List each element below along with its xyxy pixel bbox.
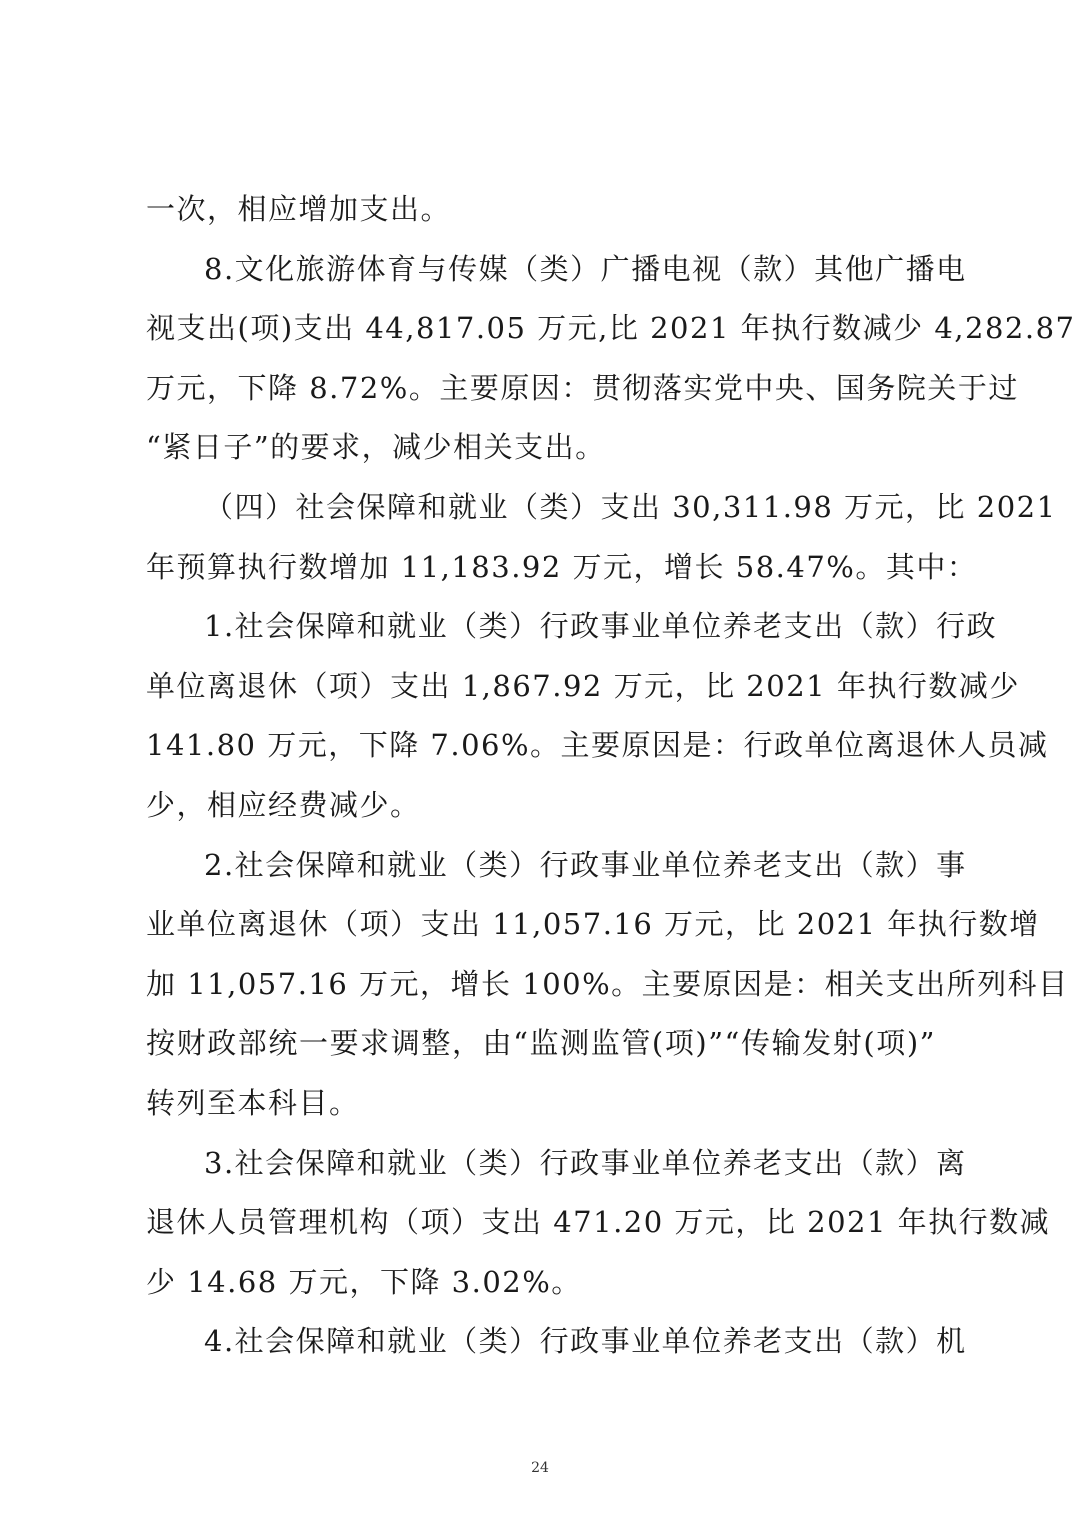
- text-line: 加 11,057.16 万元，增长 100%。主要原因是：相关支出所列科目: [146, 966, 1069, 1001]
- text-line: 4.社会保障和就业（类）行政事业单位养老支出（款）机: [204, 1324, 967, 1359]
- text-line: 退休人员管理机构（项）支出 471.20 万元，比 2021 年执行数减: [146, 1205, 1051, 1240]
- text-line: 业单位离退休（项）支出 11,057.16 万元，比 2021 年执行数增: [146, 907, 1040, 942]
- text-line: 万元，下降 8.72%。主要原因：贯彻落实党中央、国务院关于过: [146, 370, 1019, 405]
- text-line: 141.80 万元，下降 7.06%。主要原因是：行政单位离退休人员减: [146, 728, 1049, 763]
- text-line: （四）社会保障和就业（类）支出 30,311.98 万元，比 2021: [204, 489, 1057, 524]
- text-line: 1.社会保障和就业（类）行政事业单位养老支出（款）行政: [204, 609, 998, 644]
- text-line: 2.社会保障和就业（类）行政事业单位养老支出（款）事: [204, 847, 967, 882]
- text-line: 视支出(项)支出 44,817.05 万元,比 2021 年执行数减少 4,282.87: [146, 311, 1076, 346]
- text-line: 一次，相应增加支出。: [146, 192, 452, 226]
- text-line: 少，相应经费减少。: [146, 787, 421, 822]
- text-line: 转列至本科目。: [146, 1085, 360, 1120]
- page-number: 24: [531, 1460, 549, 1476]
- text-line: “紧日子”的要求，减少相关支出。: [146, 430, 606, 465]
- text-line: 少 14.68 万元，下降 3.02%。: [146, 1264, 582, 1299]
- text-line: 按财政部统一要求调整，由“监测监管(项)”“传输发射(项)”: [146, 1026, 936, 1061]
- text-line: 3.社会保障和就业（类）行政事业单位养老支出（款）离: [204, 1145, 967, 1180]
- text-line: 单位离退休（项）支出 1,867.92 万元，比 2021 年执行数减少: [146, 668, 1020, 703]
- body-text: [146, 180, 1076, 1372]
- text-line: 8.文化旅游体育与传媒（类）广播电视（款）其他广播电: [204, 251, 967, 286]
- text-line: 年预算执行数增加 11,183.92 万元，增长 58.47%。其中：: [146, 549, 978, 584]
